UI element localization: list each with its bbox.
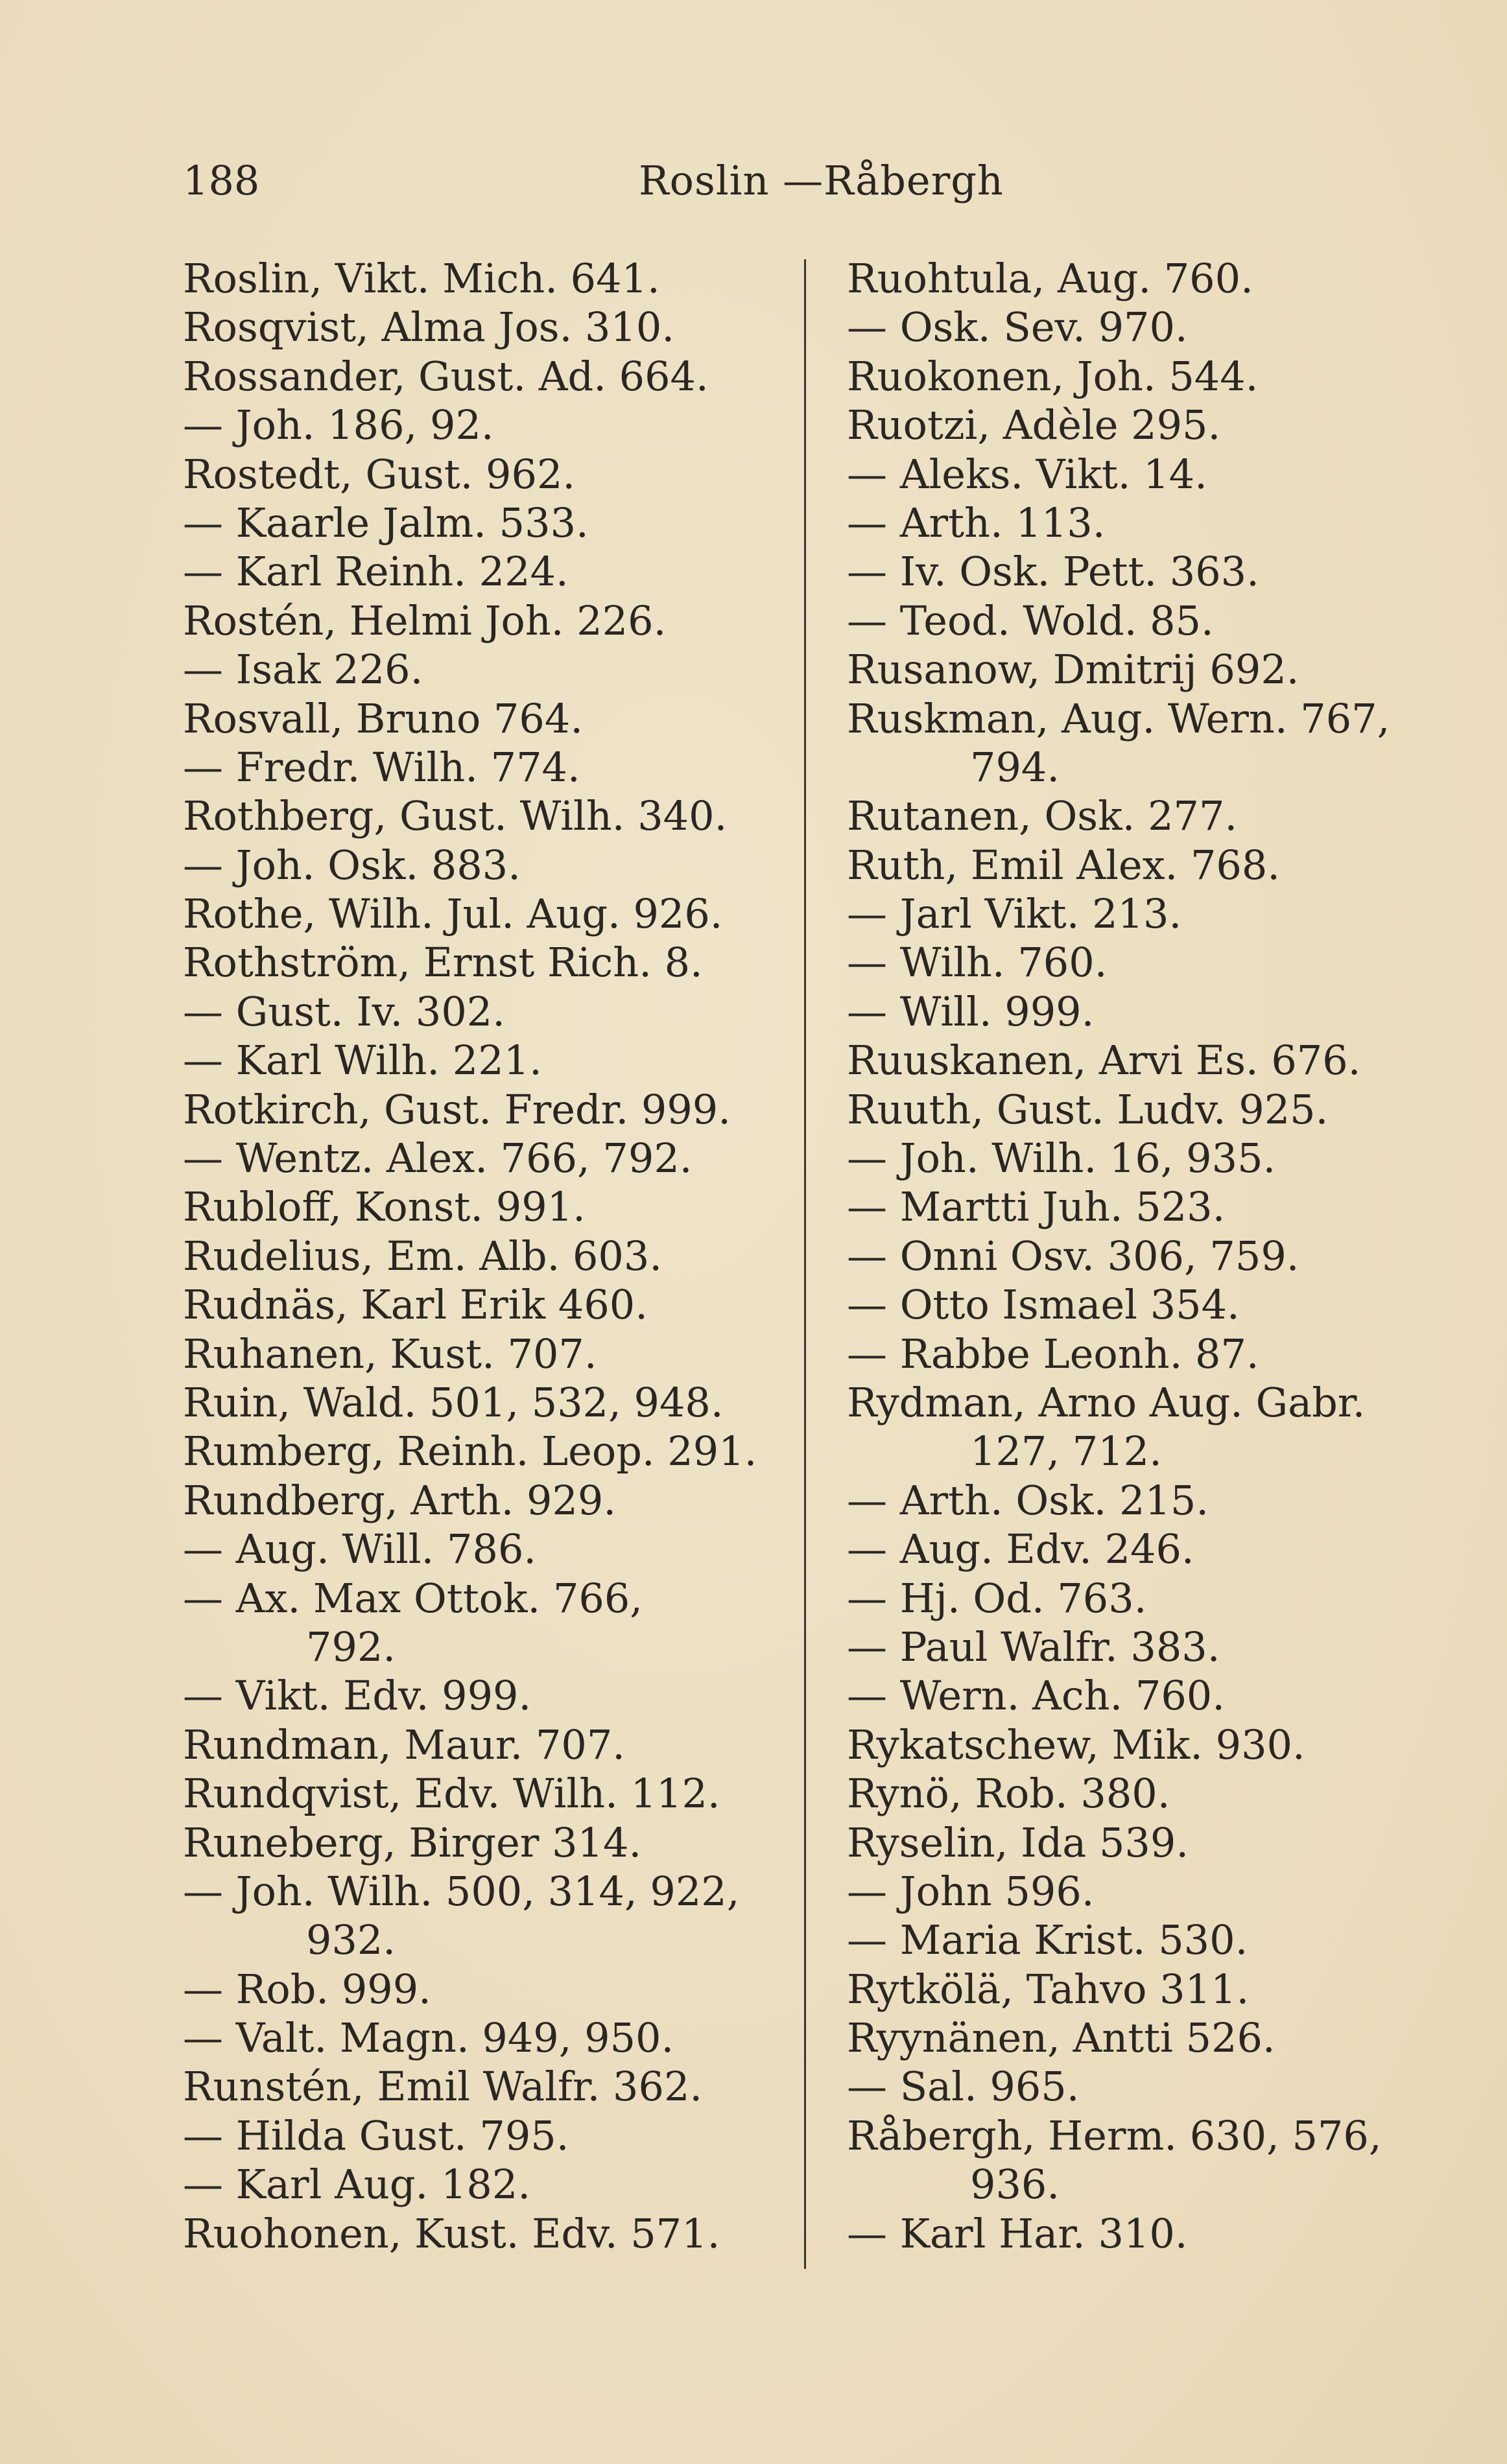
index-entry: Runstén, Emil Walfr. 362. bbox=[183, 2063, 703, 2111]
index-entry: Ruskman, Aug. Wern. 767, bbox=[847, 694, 1390, 742]
index-entry-continuation: 127, 712. bbox=[970, 1427, 1162, 1475]
index-entry: Rosvall, Bruno 764. bbox=[183, 694, 584, 742]
index-entry: Ruin, Wald. 501, 532, 948. bbox=[183, 1378, 724, 1426]
index-entry: — Isak 226. bbox=[183, 646, 423, 694]
index-entry: — Rabbe Leonh. 87. bbox=[847, 1330, 1259, 1378]
index-entry: — Hj. Od. 763. bbox=[847, 1574, 1147, 1622]
index-entry: Rudelius, Em. Alb. 603. bbox=[183, 1232, 663, 1280]
index-entry: — Kaarle Jalm. 533. bbox=[183, 499, 589, 546]
index-entry: — Arth. 113. bbox=[847, 499, 1106, 546]
index-entry: — Fredr. Wilh. 774. bbox=[183, 743, 580, 791]
index-entry: Rusanow, Dmitrij 692. bbox=[847, 646, 1299, 694]
index-entry: Rydman, Arno Aug. Gabr. bbox=[847, 1378, 1366, 1426]
index-entry: — Aug. Will. 786. bbox=[183, 1525, 537, 1573]
index-entry: — Aug. Edv. 246. bbox=[847, 1525, 1194, 1573]
index-entry-continuation: 794. bbox=[970, 743, 1060, 791]
index-entry: — Arth. Osk. 215. bbox=[847, 1476, 1209, 1524]
index-entry: Roslin, Vikt. Mich. 641. bbox=[183, 255, 660, 302]
index-entry: Ruhanen, Kust. 707. bbox=[183, 1330, 597, 1378]
index-entry: — Wern. Ach. 760. bbox=[847, 1672, 1225, 1720]
index-entry: Ryselin, Ida 539. bbox=[847, 1818, 1189, 1866]
index-entry: Runeberg, Birger 314. bbox=[183, 1818, 642, 1866]
index-entry-continuation: 932. bbox=[306, 1916, 396, 1964]
index-entry: Rykatschew, Mik. 930. bbox=[847, 1720, 1305, 1768]
index-entry: — Joh. Osk. 883. bbox=[183, 841, 521, 889]
index-entry: Rynö, Rob. 380. bbox=[847, 1770, 1170, 1818]
index-entry: Rubloff, Konst. 991. bbox=[183, 1183, 586, 1231]
index-entry: — Teod. Wold. 85. bbox=[847, 596, 1214, 644]
index-entry-continuation: 792. bbox=[306, 1623, 396, 1671]
index-column-right bbox=[847, 254, 1390, 2258]
index-entry: — Wentz. Alex. 766, 792. bbox=[183, 1134, 693, 1182]
index-entry: — Joh. Wilh. 500, 314, 922, bbox=[183, 1867, 740, 1915]
index-entry: Rundman, Maur. 707. bbox=[183, 1720, 625, 1768]
index-entry: Ruokonen, Joh. 544. bbox=[847, 352, 1259, 400]
index-entry: — Maria Krist. 530. bbox=[847, 1916, 1248, 1964]
index-entry: — Paul Walfr. 383. bbox=[847, 1623, 1220, 1671]
index-entry: Rotkirch, Gust. Fredr. 999. bbox=[183, 1085, 731, 1133]
index-entry: Rutanen, Osk. 277. bbox=[847, 792, 1238, 840]
index-entry: Rothberg, Gust. Wilh. 340. bbox=[183, 792, 728, 840]
index-entry: Ruohonen, Kust. Edv. 571. bbox=[183, 2209, 720, 2257]
index-entry: — Iv. Osk. Pett. 363. bbox=[847, 548, 1259, 596]
index-entry: Ryynänen, Antti 526. bbox=[847, 2014, 1276, 2062]
index-entry: — Gust. Iv. 302. bbox=[183, 987, 505, 1035]
index-entry: Rostedt, Gust. 962. bbox=[183, 450, 576, 498]
index-entry: — Karl Reinh. 224. bbox=[183, 548, 569, 596]
index-entry: — Joh. Wilh. 16, 935. bbox=[847, 1134, 1276, 1182]
page-number: 188 bbox=[183, 157, 260, 204]
index-entry: Rossander, Gust. Ad. 664. bbox=[183, 352, 709, 400]
index-entry: Ruotzi, Adèle 295. bbox=[847, 401, 1221, 449]
index-entry: Rosqvist, Alma Jos. 310. bbox=[183, 303, 675, 351]
index-entry: Rostén, Helmi Joh. 226. bbox=[183, 596, 667, 644]
index-entry: — Rob. 999. bbox=[183, 1965, 431, 2013]
index-entry: — Jarl Vikt. 213. bbox=[847, 890, 1182, 938]
index-entry: — Karl Har. 310. bbox=[847, 2209, 1188, 2257]
index-entry: — Osk. Sev. 970. bbox=[847, 303, 1188, 351]
index-entry: — Wilh. 760. bbox=[847, 939, 1108, 987]
index-entry: — Martti Juh. 523. bbox=[847, 1183, 1226, 1231]
index-entry: — Hilda Gust. 795. bbox=[183, 2111, 569, 2159]
index-entry: Ruuskanen, Arvi Es. 676. bbox=[847, 1037, 1361, 1085]
index-entry: — Aleks. Vikt. 14. bbox=[847, 450, 1207, 498]
index-entry-continuation: 936. bbox=[970, 2161, 1060, 2209]
index-entry: — John 596. bbox=[847, 1867, 1095, 1915]
index-entry: Ruuth, Gust. Ludv. 925. bbox=[847, 1085, 1329, 1133]
index-entry: Rothström, Ernst Rich. 8. bbox=[183, 939, 703, 987]
index-entry: Ruohtula, Aug. 760. bbox=[847, 255, 1253, 302]
index-entry: Råbergh, Herm. 630, 576, bbox=[847, 2111, 1382, 2159]
index-entry: Rudnäs, Karl Erik 460. bbox=[183, 1281, 648, 1329]
index-entry: Rundberg, Arth. 929. bbox=[183, 1476, 617, 1524]
index-entry: — Ax. Max Ottok. 766, bbox=[183, 1574, 643, 1622]
index-entry: — Sal. 965. bbox=[847, 2063, 1080, 2111]
index-entry: — Joh. 186, 92. bbox=[183, 401, 494, 449]
index-entry: — Onni Osv. 306, 759. bbox=[847, 1232, 1299, 1280]
column-divider bbox=[804, 259, 806, 2269]
index-entry: — Will. 999. bbox=[847, 987, 1095, 1035]
index-column-left bbox=[183, 254, 757, 2258]
index-entry: — Valt. Magn. 949, 950. bbox=[183, 2014, 674, 2062]
index-entry: — Karl Wilh. 221. bbox=[183, 1037, 542, 1085]
index-entry: Rundqvist, Edv. Wilh. 112. bbox=[183, 1770, 720, 1818]
index-entry: Rytkölä, Tahvo 311. bbox=[847, 1965, 1250, 2013]
running-head: Roslin —Råbergh bbox=[639, 157, 1004, 204]
index-entry: Rumberg, Reinh. Leop. 291. bbox=[183, 1427, 757, 1475]
index-entry: — Karl Aug. 182. bbox=[183, 2161, 531, 2209]
index-entry: — Vikt. Edv. 999. bbox=[183, 1672, 532, 1720]
index-entry: Ruth, Emil Alex. 768. bbox=[847, 841, 1281, 889]
index-entry: Rothe, Wilh. Jul. Aug. 926. bbox=[183, 890, 723, 938]
index-entry: — Otto Ismael 354. bbox=[847, 1281, 1240, 1329]
